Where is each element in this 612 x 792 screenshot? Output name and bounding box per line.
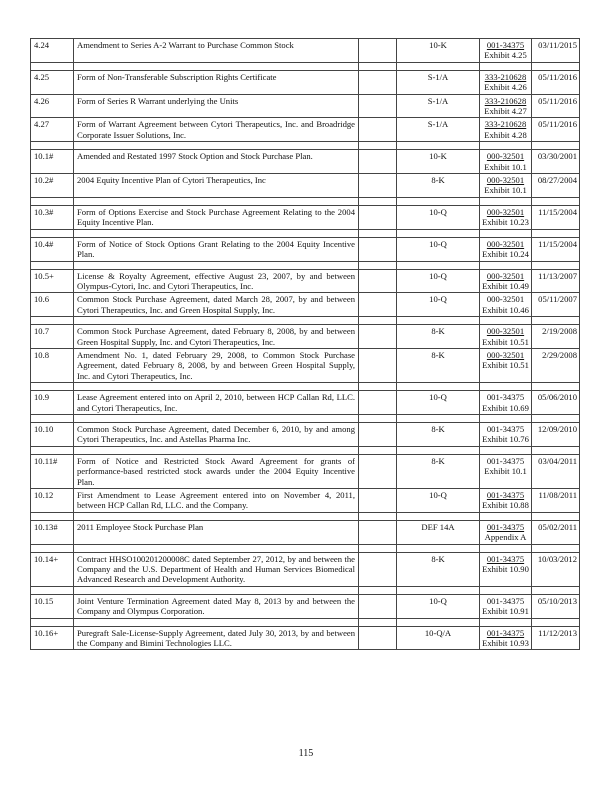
- filing-form: 10-Q: [397, 391, 480, 415]
- exhibit-number: 10.12: [31, 489, 74, 513]
- row-divider: [31, 446, 580, 454]
- exhibit-reference: Exhibit 10.91: [482, 606, 529, 617]
- file-number-link[interactable]: 000-32501: [486, 238, 525, 249]
- exhibit-number: 10.4#: [31, 237, 74, 261]
- filing-form: 8-K: [397, 348, 480, 382]
- exhibit-number: 10.10: [31, 422, 74, 446]
- exhibit-description: Form of Series R Warrant underlying the Units: [74, 94, 359, 118]
- row-divider: [31, 586, 580, 594]
- file-number-link[interactable]: 000-32501: [486, 175, 525, 186]
- exhibit-description: Form of Notice and Restricted Stock Award Agreement for grants of performance-based restricted stock awards under the 2004 Equity Incentive Plan.: [74, 454, 359, 488]
- exhibit-description: 2004 Equity Incentive Plan of Cytori Therapeutics, Inc: [74, 174, 359, 198]
- exhibit-reference: Exhibit 10.49: [482, 280, 529, 291]
- exhibit-row: [31, 205, 580, 229]
- file-reference-cell: [480, 94, 532, 118]
- exhibit-number: 10.13#: [31, 520, 74, 544]
- blank-cell: [359, 118, 397, 142]
- exhibit-number: 10.14+: [31, 552, 74, 586]
- file-number-link[interactable]: 333-210628: [484, 95, 527, 106]
- exhibit-description: Contract HHSO100201200008C dated September 27, 2012, by and between the Company and the U.S. Department of Health and Human Services Biomedical Advanced Research and Development Authority.: [74, 552, 359, 586]
- exhibit-row: [31, 454, 580, 488]
- exhibit-reference: Exhibit 10.93: [482, 638, 529, 649]
- exhibit-number: 10.11#: [31, 454, 74, 488]
- exhibit-reference: Exhibit 10.24: [482, 249, 529, 260]
- exhibit-row: [31, 391, 580, 415]
- filing-form: S-1/A: [397, 70, 480, 94]
- filing-form: 8-K: [397, 422, 480, 446]
- filing-form: 10-Q: [397, 293, 480, 317]
- exhibit-description: Form of Warrant Agreement between Cytori Therapeutics, Inc. and Broadridge Corporate Issuer Solutions, Inc.: [74, 118, 359, 142]
- file-number-link[interactable]: 000-32501: [486, 270, 525, 281]
- exhibit-row: [31, 348, 580, 382]
- file-reference-cell: [480, 552, 532, 586]
- file-number-link[interactable]: 001-34375: [486, 521, 525, 532]
- exhibit-description: Joint Venture Termination Agreement dated May 8, 2013 by and between the Company and Olympus Corporation.: [74, 594, 359, 618]
- exhibit-row: [31, 626, 580, 650]
- filing-date: 11/15/2004: [532, 205, 580, 229]
- exhibit-number: 10.16+: [31, 626, 74, 650]
- file-number-link[interactable]: 001-34375: [486, 490, 525, 500]
- file-number-link[interactable]: 333-210628: [484, 71, 527, 82]
- filing-form: 10-Q: [397, 594, 480, 618]
- filing-date: 12/09/2010: [532, 422, 580, 446]
- exhibit-row: [31, 293, 580, 317]
- exhibit-number: 4.24: [31, 39, 74, 63]
- file-number-link[interactable]: 001-34375: [486, 627, 525, 638]
- exhibit-description: Form of Notice of Stock Options Grant Relating to the 2004 Equity Incentive Plan.: [74, 237, 359, 261]
- exhibit-description: First Amendment to Lease Agreement entered into on November 4, 2011, between HCP Callan Rd, LLC. and the Company.: [74, 489, 359, 513]
- file-reference-cell: [480, 269, 532, 293]
- exhibit-description: Common Stock Purchase Agreement, dated March 28, 2007, by and between Cytori Therapeutics, Inc. and Green Hospital Supply, Inc.: [74, 293, 359, 317]
- exhibit-description: Amendment to Series A-2 Warrant to Purchase Common Stock: [74, 39, 359, 63]
- file-reference-cell: [480, 325, 532, 349]
- exhibit-row: [31, 489, 580, 513]
- exhibit-number: 10.6: [31, 293, 74, 317]
- exhibit-reference: Exhibit 4.27: [484, 106, 527, 117]
- file-reference-cell: [480, 205, 532, 229]
- exhibit-reference: Exhibit 10.1: [484, 185, 527, 196]
- file-number-link: 001-34375: [486, 392, 525, 403]
- exhibit-reference: Exhibit 4.28: [484, 129, 527, 140]
- exhibit-description: Amendment No. 1, dated February 29, 2008, to Common Stock Purchase Agreement, dated February 8, 2008, by and between Green Hospital Supply, Inc. and Cytori Therapeutics, Inc.: [74, 348, 359, 382]
- file-number-link[interactable]: 000-32501: [486, 151, 525, 162]
- exhibit-row: [31, 269, 580, 293]
- exhibit-row: [31, 237, 580, 261]
- filing-date: 05/02/2011: [532, 520, 580, 544]
- file-reference-cell: [480, 454, 532, 488]
- filing-form: 8-K: [397, 325, 480, 349]
- file-reference-cell: [480, 348, 532, 382]
- file-number-link: 000-32501: [486, 294, 525, 305]
- row-divider: [31, 229, 580, 237]
- exhibit-row: [31, 118, 580, 142]
- exhibit-number: 4.26: [31, 94, 74, 118]
- exhibit-description: License & Royalty Agreement, effective August 23, 2007, by and between Olympus-Cytori, Inc. and Cytori Therapeutics, Inc.: [74, 269, 359, 293]
- file-reference-cell: [480, 293, 532, 317]
- exhibit-reference: Exhibit 4.26: [484, 82, 527, 93]
- filing-form: 10-K: [397, 39, 480, 63]
- filing-date: 05/11/2016: [532, 94, 580, 118]
- file-reference-cell: [480, 520, 532, 544]
- exhibit-row: [31, 174, 580, 198]
- blank-cell: [359, 325, 397, 349]
- exhibit-reference: Exhibit 10.1: [484, 161, 527, 172]
- filing-date: 11/15/2004: [532, 237, 580, 261]
- file-reference-cell: [480, 391, 532, 415]
- file-reference-cell: [480, 489, 532, 513]
- row-divider: [31, 414, 580, 422]
- filing-form: 10-Q: [397, 205, 480, 229]
- exhibit-row: [31, 552, 580, 586]
- file-reference-cell: [480, 237, 532, 261]
- exhibit-description: Common Stock Purchase Agreement, dated December 6, 2010, by and among Cytori Therapeutics, Inc. and Astellas Pharma Inc.: [74, 422, 359, 446]
- exhibit-number: 10.2#: [31, 174, 74, 198]
- filing-date: 08/27/2004: [532, 174, 580, 198]
- exhibit-description: Puregraft Sale-License-Supply Agreement, dated July 30, 2013, by and between the Company and Bimini Technologies LLC.: [74, 626, 359, 650]
- exhibit-number: 10.15: [31, 594, 74, 618]
- blank-cell: [359, 391, 397, 415]
- exhibit-description: Lease Agreement entered into on April 2, 2010, between HCP Callan Rd, LLC. and Cytori Therapeutics, Inc.: [74, 391, 359, 415]
- file-number-link[interactable]: 000-32501: [486, 326, 525, 337]
- filing-form: 10-Q: [397, 269, 480, 293]
- file-number-link: 001-34375: [486, 423, 525, 434]
- exhibit-reference: Exhibit 10.69: [482, 402, 529, 413]
- exhibit-reference: Exhibit 10.90: [482, 564, 529, 575]
- page-number: 115: [298, 748, 314, 759]
- exhibit-reference: Exhibit 4.25: [484, 50, 527, 61]
- file-number-link: 001-34375: [486, 455, 525, 466]
- exhibit-row: [31, 150, 580, 174]
- file-number-link[interactable]: 001-34375: [486, 40, 525, 50]
- exhibit-description: Form of Non-Transferable Subscription Rights Certificate: [74, 70, 359, 94]
- blank-cell: [359, 348, 397, 382]
- filing-date: 2/29/2008: [532, 348, 580, 382]
- exhibit-reference: Exhibit 10.88: [482, 500, 529, 511]
- blank-cell: [359, 70, 397, 94]
- file-reference-cell: [480, 594, 532, 618]
- exhibit-row: [31, 94, 580, 118]
- exhibit-description: 2011 Employee Stock Purchase Plan: [74, 520, 359, 544]
- filing-form: 10-Q/A: [397, 626, 480, 650]
- blank-cell: [359, 269, 397, 293]
- filing-date: 03/30/2001: [532, 150, 580, 174]
- exhibit-description: Common Stock Purchase Agreement, dated February 8, 2008, by and between Green Hospital Supply, Inc. and Cytori Therapeutics, Inc.: [74, 325, 359, 349]
- filing-form: 8-K: [397, 454, 480, 488]
- blank-cell: [359, 39, 397, 63]
- filing-date: 05/06/2010: [532, 391, 580, 415]
- file-reference-cell: [480, 150, 532, 174]
- blank-cell: [359, 594, 397, 618]
- file-reference-cell: [480, 39, 532, 63]
- row-divider: [31, 512, 580, 520]
- row-divider: [31, 142, 580, 150]
- exhibit-description: Amended and Restated 1997 Stock Option and Stock Purchase Plan.: [74, 150, 359, 174]
- exhibit-row: [31, 39, 580, 63]
- row-divider: [31, 544, 580, 552]
- file-number-link[interactable]: 333-210628: [484, 119, 527, 130]
- file-number-link: 001-34375: [486, 595, 525, 606]
- exhibit-number: 4.25: [31, 70, 74, 94]
- file-reference-cell: [480, 118, 532, 142]
- file-number-link[interactable]: 000-32501: [486, 349, 525, 360]
- blank-cell: [359, 454, 397, 488]
- filing-date: 03/04/2011: [532, 454, 580, 488]
- blank-cell: [359, 489, 397, 513]
- exhibit-row: [31, 70, 580, 94]
- filing-date: 11/08/2011: [532, 489, 580, 513]
- exhibit-reference: Exhibit 10.51: [482, 336, 529, 347]
- exhibit-number: 10.3#: [31, 205, 74, 229]
- file-reference-cell: [480, 626, 532, 650]
- row-divider: [31, 261, 580, 269]
- filing-date: 05/11/2007: [532, 293, 580, 317]
- exhibit-reference: Exhibit 10.1: [484, 466, 527, 477]
- file-number-link[interactable]: 001-34375: [486, 553, 525, 564]
- filing-form: S-1/A: [397, 94, 480, 118]
- exhibit-reference: Exhibit 10.76: [482, 434, 529, 445]
- row-divider: [31, 383, 580, 391]
- blank-cell: [359, 626, 397, 650]
- file-reference-cell: [480, 174, 532, 198]
- file-reference-cell: [480, 70, 532, 94]
- exhibit-number: 4.27: [31, 118, 74, 142]
- row-divider: [31, 317, 580, 325]
- exhibit-number: 10.8: [31, 348, 74, 382]
- row-divider: [31, 62, 580, 70]
- filing-date: 11/12/2013: [532, 626, 580, 650]
- exhibit-row: [31, 594, 580, 618]
- exhibit-description: Form of Options Exercise and Stock Purchase Agreement Relating to the 2004 Equity Incentive Plan.: [74, 205, 359, 229]
- filing-form: S-1/A: [397, 118, 480, 142]
- filing-form: 8-K: [397, 174, 480, 198]
- filing-date: 05/10/2013: [532, 594, 580, 618]
- row-divider: [31, 618, 580, 626]
- filing-date: 10/03/2012: [532, 552, 580, 586]
- exhibit-number: 10.7: [31, 325, 74, 349]
- blank-cell: [359, 520, 397, 544]
- file-number-link[interactable]: 000-32501: [486, 206, 525, 217]
- filing-form: DEF 14A: [397, 520, 480, 544]
- filing-form: 10-Q: [397, 489, 480, 513]
- exhibit-number: 10.5+: [31, 269, 74, 293]
- exhibit-number: 10.9: [31, 391, 74, 415]
- row-divider: [31, 197, 580, 205]
- exhibit-row: [31, 325, 580, 349]
- filing-date: 11/13/2007: [532, 269, 580, 293]
- file-reference-cell: [480, 422, 532, 446]
- blank-cell: [359, 205, 397, 229]
- blank-cell: [359, 94, 397, 118]
- exhibit-row: [31, 422, 580, 446]
- blank-cell: [359, 174, 397, 198]
- filing-form: 10-Q: [397, 237, 480, 261]
- filing-date: 05/11/2016: [532, 118, 580, 142]
- filing-date: 03/11/2015: [532, 39, 580, 63]
- exhibit-index-table: [30, 38, 580, 650]
- blank-cell: [359, 552, 397, 586]
- exhibit-table-body: [31, 39, 580, 650]
- filing-form: 10-K: [397, 150, 480, 174]
- blank-cell: [359, 293, 397, 317]
- blank-cell: [359, 150, 397, 174]
- exhibit-reference: Exhibit 10.51: [482, 360, 529, 371]
- exhibit-reference: Exhibit 10.23: [482, 217, 529, 228]
- filing-date: 05/11/2016: [532, 70, 580, 94]
- exhibit-reference: Exhibit 10.46: [482, 304, 529, 315]
- blank-cell: [359, 237, 397, 261]
- exhibit-row: [31, 520, 580, 544]
- blank-cell: [359, 422, 397, 446]
- exhibit-number: 10.1#: [31, 150, 74, 174]
- filing-date: 2/19/2008: [532, 325, 580, 349]
- filing-form: 8-K: [397, 552, 480, 586]
- exhibit-reference: Appendix A: [484, 532, 527, 543]
